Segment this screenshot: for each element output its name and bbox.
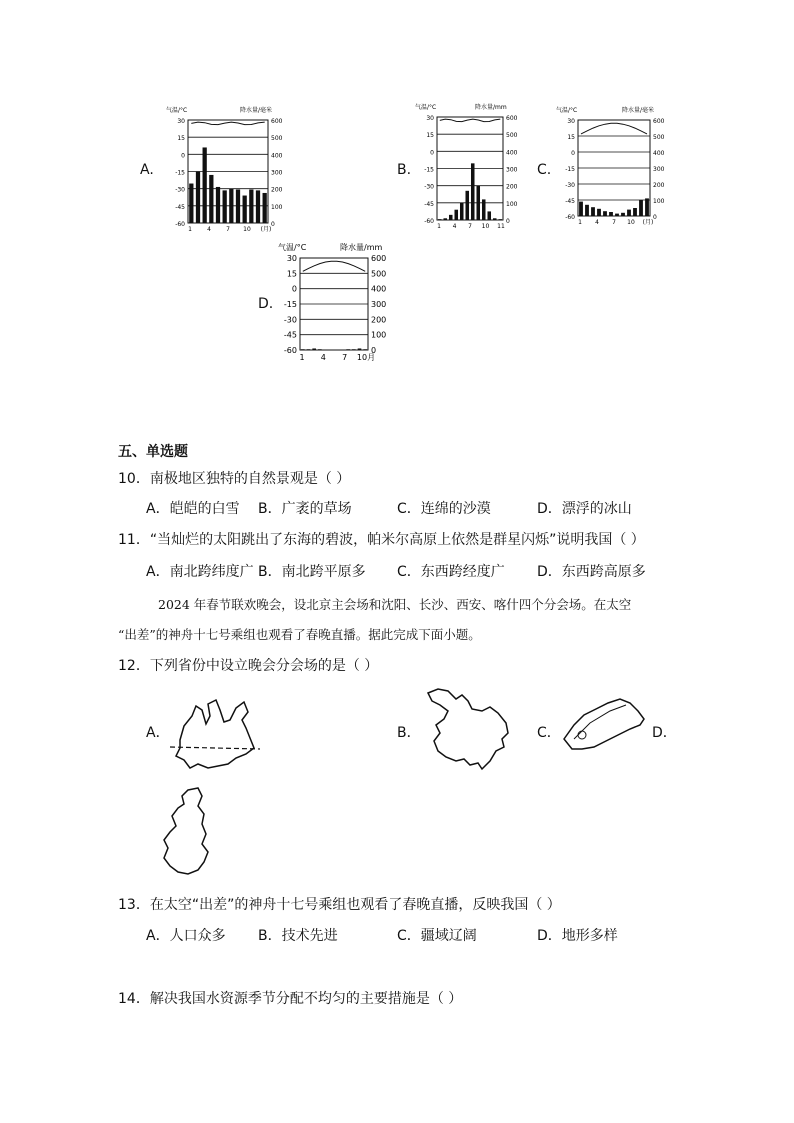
q10-option-b[interactable]: B．广袤的草场 bbox=[258, 501, 352, 517]
x-tick-label: 7 bbox=[468, 223, 472, 230]
precip-bar bbox=[263, 193, 267, 223]
question-14-stem: 14．解决我国水资源季节分配不均匀的主要措施是（ ） bbox=[118, 991, 463, 1007]
left-tick-label: 0 bbox=[181, 152, 185, 160]
left-tick-label: 15 bbox=[177, 135, 185, 143]
precip-bar bbox=[615, 214, 619, 216]
right-tick-label: 100 bbox=[371, 330, 387, 340]
left-tick-label: -30 bbox=[175, 186, 185, 194]
left-tick-label: -45 bbox=[175, 203, 185, 211]
right-tick-label: 400 bbox=[653, 150, 665, 157]
question-11-stem: 11．“当灿烂的太阳跳出了东海的碧波，帕米尔高原上依然是群星闪烁”说明我国（ ） bbox=[118, 532, 645, 548]
climate-chart-a bbox=[160, 103, 290, 238]
question-12-stem: 12．下列省份中设立晚会分会场的是（ ） bbox=[118, 658, 379, 674]
precip-bar bbox=[471, 163, 475, 220]
x-tick-label: 7 bbox=[612, 219, 616, 226]
precip-bar bbox=[209, 175, 213, 223]
precip-bar bbox=[460, 203, 464, 220]
precip-bar bbox=[579, 202, 583, 216]
x-tick-label: 4 bbox=[595, 219, 599, 226]
precip-bar bbox=[352, 349, 356, 350]
left-tick-label: -30 bbox=[424, 183, 434, 191]
option-a-label: A. bbox=[140, 162, 154, 178]
left-tick-label: 0 bbox=[430, 149, 434, 157]
question-13-stem: 13．在太空“出差”的神舟十七号乘组也观看了春晚直播，反映我国（ ） bbox=[118, 897, 561, 913]
left-tick-label: 0 bbox=[571, 150, 575, 157]
left-tick-label: -15 bbox=[283, 300, 297, 309]
x-tick-label: (月) bbox=[642, 219, 654, 226]
temperature-line bbox=[581, 123, 647, 134]
right-tick-label: 300 bbox=[371, 300, 387, 309]
right-tick-label: 500 bbox=[653, 134, 665, 141]
x-tick-label: 7 bbox=[226, 226, 230, 233]
precip-bar bbox=[189, 184, 193, 223]
right-tick-label: 0 bbox=[371, 346, 377, 355]
climate-chart-d bbox=[278, 240, 392, 365]
passage-line-2: “出差”的神舟十七号乘组也观看了春晚直播。据此完成下面小题。 bbox=[118, 627, 481, 642]
precip-bar bbox=[621, 213, 625, 216]
right-tick-label: 200 bbox=[271, 186, 283, 194]
q12-option-a[interactable]: A． bbox=[146, 725, 170, 741]
left-tick-label: -45 bbox=[283, 330, 297, 340]
right-tick-label: 0 bbox=[506, 218, 510, 225]
precip-bar bbox=[223, 190, 227, 223]
x-tick-label: 1 bbox=[578, 219, 582, 226]
precip-bar bbox=[236, 190, 240, 223]
right-tick-label: 200 bbox=[506, 183, 518, 191]
left-tick-label: -30 bbox=[565, 182, 575, 189]
temperature-line bbox=[191, 122, 264, 125]
right-tick-label: 500 bbox=[271, 135, 283, 143]
right-axis-title: 降水量/毫米 bbox=[240, 107, 273, 114]
question-10-stem: 10．南极地区独特的自然景观是（ ） bbox=[118, 471, 351, 487]
precip-bar bbox=[476, 186, 480, 220]
q13-option-b[interactable]: B．技术先进 bbox=[258, 928, 338, 944]
left-axis-title: 气温/°C bbox=[415, 104, 437, 111]
precip-bar bbox=[243, 196, 247, 223]
q13-option-c[interactable]: C．疆域辽阔 bbox=[397, 928, 477, 944]
q12-option-d[interactable]: D． bbox=[652, 725, 677, 741]
option-d-label: D. bbox=[258, 296, 274, 312]
left-tick-label: -15 bbox=[424, 166, 434, 174]
precip-bar bbox=[597, 209, 601, 216]
precip-bar bbox=[609, 212, 613, 216]
left-tick-label: 30 bbox=[567, 118, 575, 125]
right-axis-title: 降水量/毫米 bbox=[622, 107, 655, 114]
left-axis-title: 气温/°C bbox=[166, 107, 188, 114]
precip-bar bbox=[585, 205, 589, 216]
x-tick-label: 10 bbox=[481, 223, 490, 230]
precip-bar bbox=[591, 207, 595, 216]
left-tick-label: 30 bbox=[177, 118, 185, 125]
q13-option-d[interactable]: D．地形多样 bbox=[537, 928, 618, 944]
temperature-line bbox=[440, 119, 501, 122]
q13-option-a[interactable]: A．人口众多 bbox=[146, 928, 226, 944]
precip-bar bbox=[645, 198, 649, 216]
right-tick-label: 200 bbox=[371, 315, 387, 325]
left-axis-title: 气温/°C bbox=[556, 107, 578, 114]
right-tick-label: 600 bbox=[371, 254, 387, 263]
precip-bar bbox=[465, 191, 469, 220]
right-tick-label: 200 bbox=[653, 182, 665, 189]
precip-bar bbox=[438, 219, 442, 220]
right-axis-title: 降水量/mm bbox=[475, 104, 507, 111]
right-tick-label: 300 bbox=[653, 166, 665, 173]
precip-bar bbox=[443, 218, 447, 220]
temperature-line bbox=[303, 261, 365, 271]
precip-bar bbox=[249, 190, 253, 223]
precip-bar bbox=[318, 349, 322, 350]
x-tick-label: 11 bbox=[497, 223, 505, 230]
x-tick-label: 10月 bbox=[356, 353, 376, 362]
left-tick-label: 30 bbox=[426, 115, 434, 122]
province-map-a bbox=[166, 694, 262, 774]
right-tick-label: 600 bbox=[653, 118, 665, 125]
province-map-c bbox=[560, 695, 650, 755]
option-b-label: B. bbox=[397, 162, 412, 178]
precip-bar bbox=[493, 218, 497, 220]
q12-option-b[interactable]: B． bbox=[397, 725, 421, 741]
precip-bar bbox=[639, 200, 643, 216]
right-tick-label: 100 bbox=[271, 203, 283, 211]
x-tick-label: 10 bbox=[243, 226, 251, 233]
left-tick-label: -45 bbox=[424, 200, 434, 208]
right-tick-label: 400 bbox=[271, 152, 283, 160]
x-tick-label: 4 bbox=[207, 226, 211, 233]
x-tick-label: 1 bbox=[437, 223, 441, 230]
right-tick-label: 400 bbox=[506, 149, 518, 157]
right-tick-label: 500 bbox=[506, 132, 518, 140]
left-tick-label: 0 bbox=[291, 284, 297, 294]
precip-bar bbox=[633, 208, 637, 216]
right-tick-label: 600 bbox=[271, 118, 283, 125]
left-tick-label: -60 bbox=[283, 346, 297, 355]
precip-bar bbox=[487, 211, 491, 220]
precip-bar bbox=[203, 147, 207, 223]
precip-bar bbox=[482, 199, 486, 220]
q11-option-d[interactable]: D．东西跨高原多 bbox=[537, 564, 646, 580]
x-tick-label: 1 bbox=[299, 353, 305, 362]
right-tick-label: 500 bbox=[371, 269, 387, 279]
precip-bar bbox=[301, 349, 305, 350]
q11-option-c[interactable]: C．东西跨经度广 bbox=[397, 564, 505, 580]
left-axis-title: 气温/°C bbox=[278, 243, 307, 252]
q10-option-a[interactable]: A．皑皑的白雪 bbox=[146, 501, 240, 517]
option-c-label: C. bbox=[537, 162, 552, 178]
passage-line-1: 2024 年春节联欢晚会，设北京主会场和沈阳、长沙、西安、喀什四个分会场。在太空 bbox=[158, 597, 632, 612]
right-tick-label: 400 bbox=[371, 284, 387, 294]
x-tick-label: 4 bbox=[452, 223, 457, 230]
left-tick-label: -60 bbox=[565, 214, 575, 221]
left-tick-label: -45 bbox=[565, 198, 575, 205]
left-tick-label: 30 bbox=[286, 254, 297, 263]
x-tick-label: 10 bbox=[627, 219, 635, 226]
precip-bar bbox=[307, 349, 311, 350]
right-tick-label: 100 bbox=[653, 198, 665, 205]
section-title: 五、单选题 bbox=[118, 444, 188, 460]
q10-option-c[interactable]: C．连绵的沙漠 bbox=[397, 501, 491, 517]
precip-bar bbox=[256, 190, 260, 223]
precip-bar bbox=[498, 219, 502, 220]
left-tick-label: -15 bbox=[565, 166, 575, 173]
province-map-b bbox=[422, 685, 514, 775]
left-tick-label: 15 bbox=[567, 134, 575, 141]
q10-option-d[interactable]: D．漂浮的冰山 bbox=[537, 501, 632, 517]
precip-bar bbox=[603, 211, 607, 216]
precip-bar bbox=[196, 172, 200, 224]
right-tick-label: 300 bbox=[271, 169, 283, 177]
precip-bar bbox=[627, 210, 631, 216]
left-tick-label: -30 bbox=[283, 315, 297, 325]
precip-bar bbox=[346, 349, 350, 350]
right-tick-label: 300 bbox=[506, 166, 518, 174]
x-tick-label: 4 bbox=[320, 353, 326, 362]
right-tick-label: 0 bbox=[271, 221, 275, 228]
right-tick-label: 600 bbox=[506, 115, 518, 122]
x-tick-label: 7 bbox=[342, 353, 348, 362]
province-map-d bbox=[158, 786, 218, 878]
x-tick-label: 1 bbox=[188, 226, 192, 233]
right-axis-title: 降水量/mm bbox=[340, 243, 383, 252]
left-tick-label: -15 bbox=[175, 169, 185, 177]
precip-bar bbox=[449, 215, 453, 220]
precip-bar bbox=[216, 187, 220, 223]
right-tick-label: 0 bbox=[653, 214, 657, 221]
left-tick-label: 15 bbox=[426, 132, 434, 140]
q11-option-a[interactable]: A．南北跨纬度广 bbox=[146, 564, 254, 580]
precip-bar bbox=[454, 210, 458, 220]
q12-option-c[interactable]: C． bbox=[537, 725, 561, 741]
precip-bar bbox=[358, 348, 362, 350]
right-tick-label: 100 bbox=[506, 200, 518, 208]
x-tick-label: (月) bbox=[260, 226, 272, 233]
left-tick-label: 15 bbox=[286, 269, 297, 279]
climate-chart-b bbox=[415, 103, 525, 233]
q11-option-b[interactable]: B．南北跨平原多 bbox=[258, 564, 366, 580]
precip-bar bbox=[312, 348, 316, 350]
left-tick-label: -60 bbox=[424, 218, 434, 225]
left-tick-label: -60 bbox=[175, 221, 185, 228]
precip-bar bbox=[229, 189, 233, 223]
climate-chart-c bbox=[556, 103, 676, 233]
precip-bar bbox=[363, 349, 367, 350]
